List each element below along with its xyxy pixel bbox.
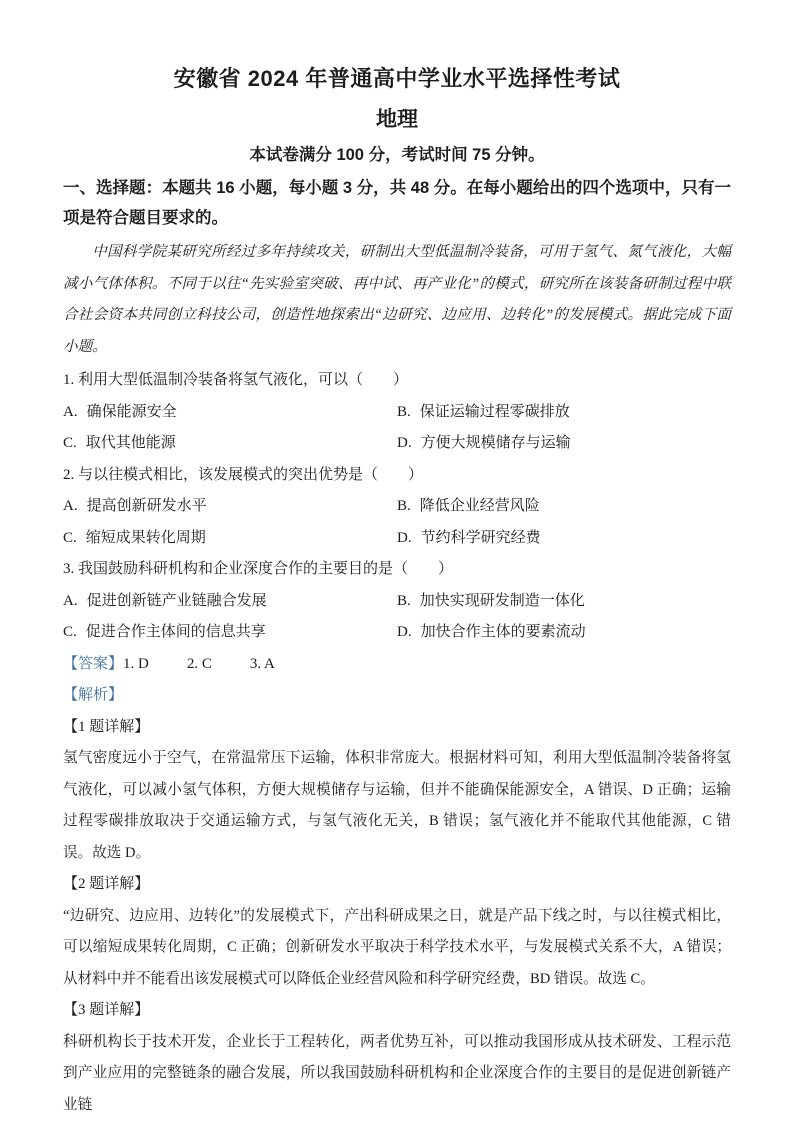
exam-info-line: 本试卷满分 100 分，考试时间 75 分钟。 (249, 146, 545, 164)
subject-title: 地理 (376, 108, 418, 131)
option-label: A. (63, 498, 78, 514)
question-2-option-b (397, 491, 731, 523)
question-3-option-c (63, 617, 397, 649)
question-2-option-d (397, 523, 731, 555)
analysis-section-2 (63, 869, 731, 995)
option-label: B. (397, 498, 411, 514)
analysis-text-2: “边研究、边应用、边转化”的发展模式下，产出科研成果之日，就是产品下线之时，与以往模式相比，可以缩短成果转化周期，C 正确；创新研发水平取决于科学技术水平，与发展模式关系不大，A 错误；从材料中并不能看出该发展模式可以降低企业经营风险和科学研究经费，BD 错误。故选 C。 (63, 907, 731, 987)
option-label: B. (397, 592, 411, 609)
option-text: 加快合作主体的要素流动 (420, 624, 586, 640)
answers-line (63, 649, 731, 681)
analysis-section-3 (63, 995, 731, 1121)
option-text: 促进创新链产业链融合发展 (86, 592, 267, 609)
material-paragraph: 中国科学院某研究所经过多年持续攻关，研制出大型低温制冷装备，可用于氢气、氮气液化，大幅减小气体体积。不同于以往“先实验室突破、再中试、再产业化”的模式，研究所在该装备研制过程中联合社会资本共同创立科技公司，创造性地探索出“边研究、边应用、边转化”的发展模式。据此完成下面小题。 (63, 244, 731, 355)
option-text: 促进合作主体间的信息共享 (85, 624, 266, 640)
option-label: B. (397, 403, 411, 420)
option-label: D. (397, 624, 412, 640)
analysis-section-1 (63, 712, 731, 870)
option-text: 取代其他能源 (85, 435, 176, 451)
answer-item-3: 3. A (249, 655, 275, 672)
option-text: 保证运输过程零碳排放 (419, 403, 570, 420)
question-1-options (63, 397, 731, 460)
question-3-option-b (397, 586, 731, 618)
option-label: D. (397, 435, 412, 451)
option-label: A. (63, 592, 78, 609)
option-label: A. (63, 403, 78, 420)
question-1-option-b (397, 397, 731, 429)
option-label: C. (63, 435, 77, 451)
analysis-text-1: 氢气密度远小于空气，在常温常压下运输，体积非常庞大。根据材料可知，利用大型低温制冷装备将氢气液化，可以减小氢气体积，方便大规模储存与运输，但并不能确保能源安全，A 错误、D 正确；运输过程零碳排放取决于交通运输方式，与氢气液化无关，B 错误；氢气液化并不能取代其他能源，C 错误。故选 D。 (63, 750, 731, 861)
answers-label: 【答案】 (63, 655, 124, 672)
question-2 (63, 460, 731, 555)
option-label: D. (397, 529, 412, 546)
option-text: 加快实现研发制造一体化 (419, 592, 585, 609)
question-3-options (63, 586, 731, 649)
analysis-heading-2: 【2 题详解】 (63, 876, 150, 892)
answer-item-1: 1. D (123, 655, 149, 672)
question-3 (63, 554, 731, 649)
option-label: C. (63, 624, 77, 640)
option-text: 降低企业经营风险 (419, 498, 540, 514)
question-2-stem: 2. 与以往模式相比，该发展模式的突出优势是（ ） (63, 466, 424, 483)
option-text: 缩短成果转化周期 (85, 529, 206, 546)
option-text: 节约科学研究经费 (420, 529, 541, 546)
question-1-option-a (63, 397, 397, 429)
option-label: C. (63, 529, 77, 546)
analysis-label: 【解析】 (63, 687, 124, 703)
analysis-heading-1: 【1 题详解】 (63, 718, 150, 735)
question-1 (63, 365, 731, 460)
section-heading: 一、选择题：本题共 16 小题，每小题 3 分，共 48 分。在每小题给出的四个选项中，只有一项是符合题目要求的。 (63, 179, 731, 227)
question-3-stem: 3. 我国鼓励科研机构和企业深度合作的主要目的是（ ） (63, 561, 454, 577)
analysis-heading-3: 【3 题详解】 (63, 1002, 150, 1018)
question-1-option-c (63, 428, 397, 460)
question-2-option-a (63, 491, 397, 523)
page-title: 安徽省 2024 年普通高中学业水平选择性考试 (173, 66, 621, 91)
question-2-options (63, 491, 731, 554)
analysis-text-3: 科研机构长于技术开发，企业长于工程转化，两者优势互补，可以推动我国形成从技术研发、工程示范到产业应用的完整链条的融合发展，所以我国鼓励科研机构和企业深度合作的主要目的是促进创新链产业链 (63, 1033, 731, 1113)
question-1-option-d (397, 428, 731, 460)
question-2-option-c (63, 523, 397, 555)
question-1-stem: 1. 利用大型低温制冷装备将氢气液化，可以（ ） (63, 372, 409, 388)
question-3-option-d (397, 617, 731, 649)
option-text: 确保能源安全 (86, 403, 177, 420)
option-text: 提高创新研发水平 (86, 498, 207, 514)
option-text: 方便大规模储存与运输 (420, 435, 571, 451)
question-3-option-a (63, 586, 397, 618)
answer-item-2: 2. C (186, 655, 212, 672)
